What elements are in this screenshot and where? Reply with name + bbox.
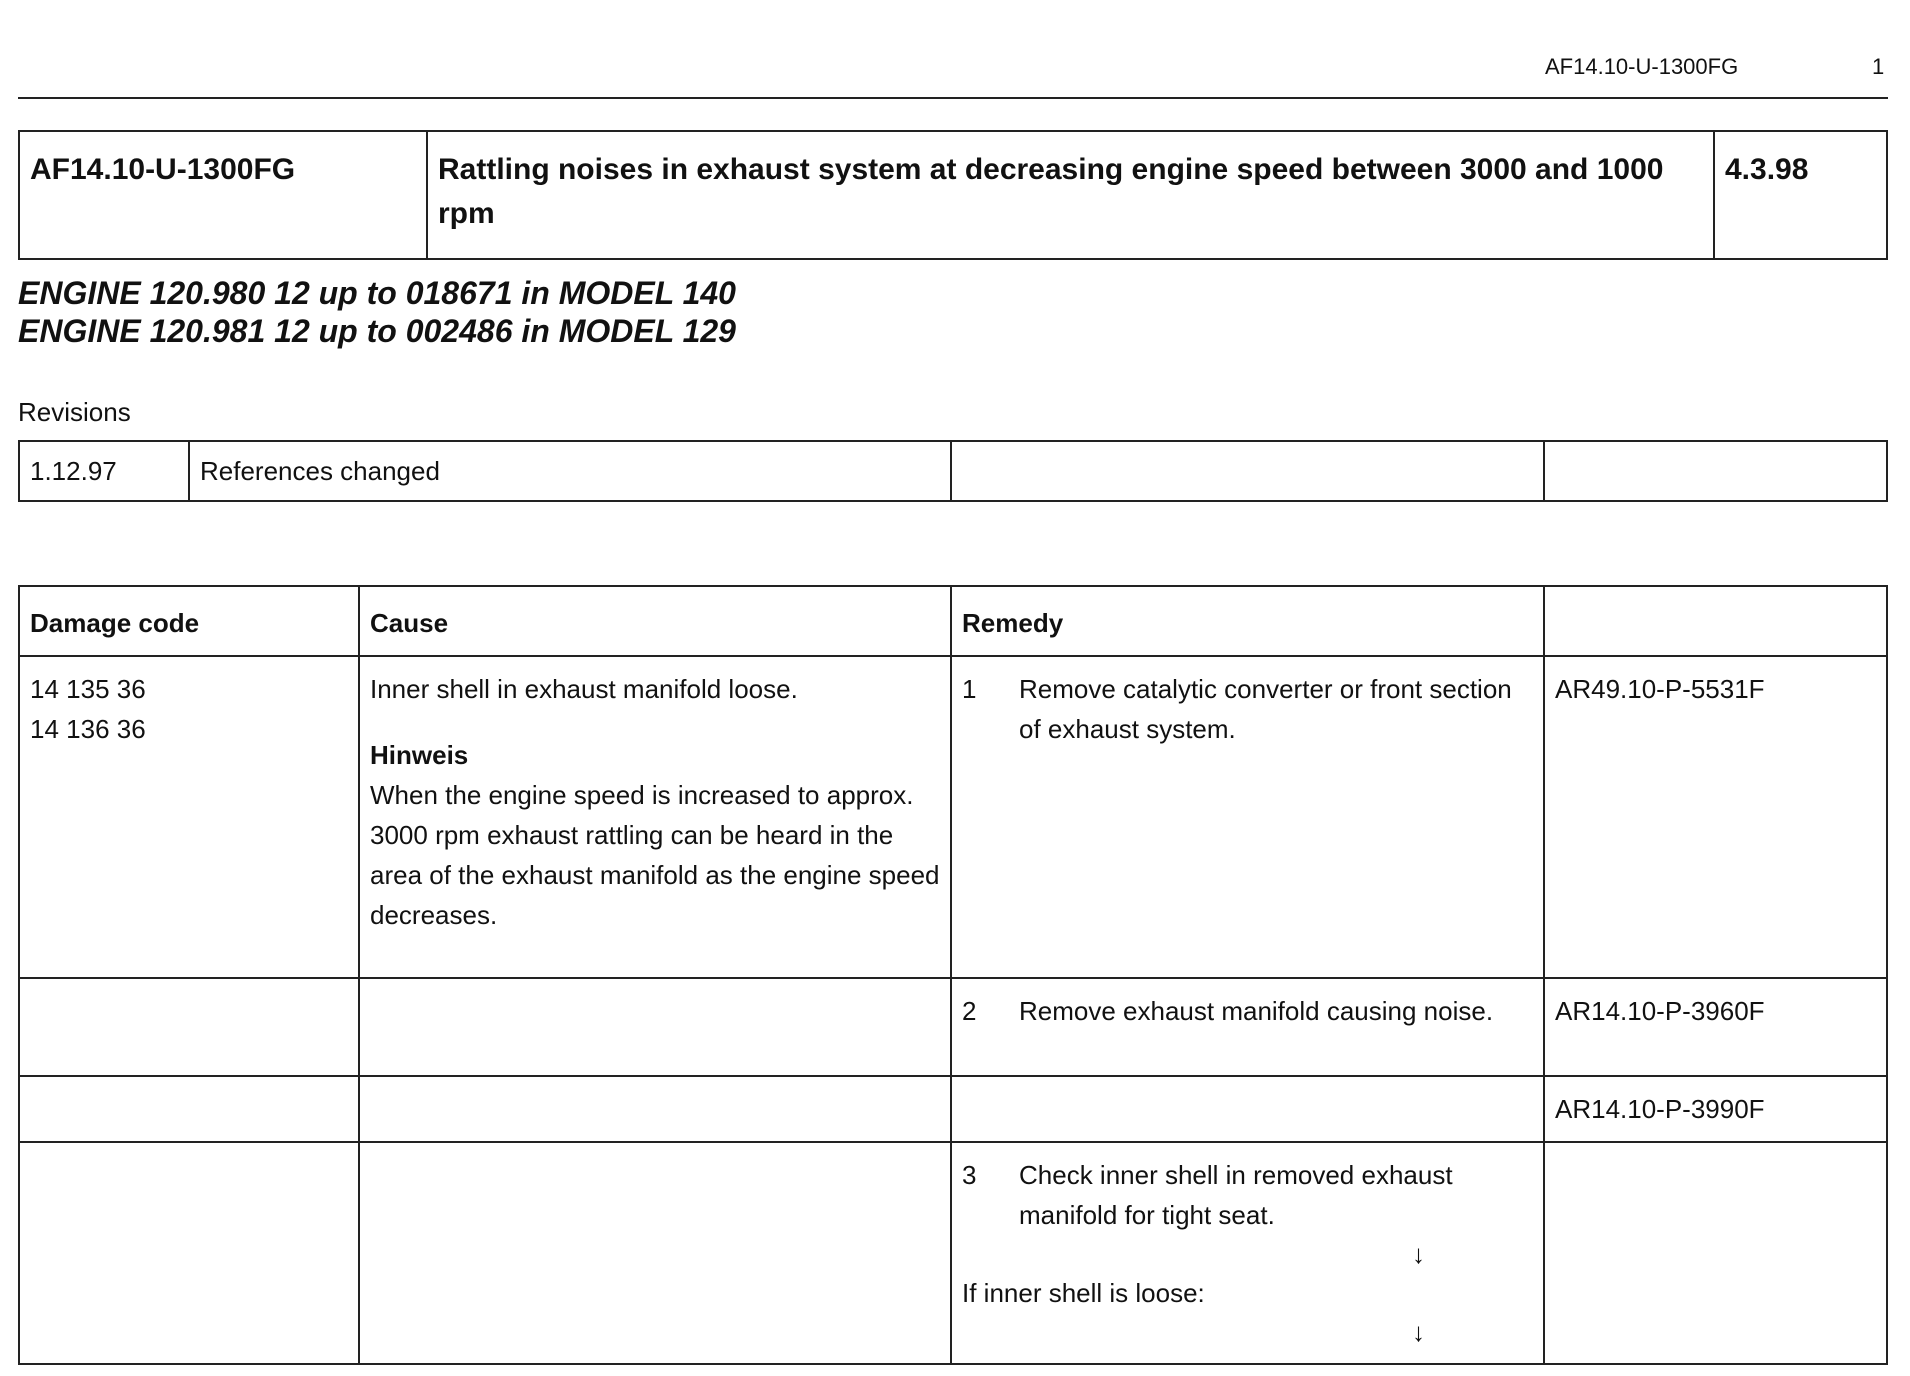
empty-cell (359, 978, 951, 1076)
table-header-row (19, 586, 1887, 656)
remedy-step (962, 669, 1533, 749)
step-text: Remove catalytic converter or front section of exhaust system. (1019, 674, 1512, 744)
damage-code: 14 136 36 (30, 714, 146, 744)
down-arrow-icon: ↓ (1412, 1239, 1425, 1269)
reference-cell (1544, 1142, 1887, 1364)
remedy-cell (951, 1076, 1544, 1142)
empty-cell (19, 978, 359, 1076)
step-text: Check inner shell in removed exhaust manifold for tight seat. (1019, 1160, 1453, 1230)
step-text: Remove exhaust manifold causing noise. (1019, 996, 1494, 1026)
page-number: 1 (1872, 54, 1885, 79)
note-text: When the engine speed is increased to approx. 3000 rpm exhaust rattling can be heard in the area of the exhaust manifold as the engine speed decreases. (370, 780, 940, 930)
table-row (19, 1142, 1887, 1364)
damage-codes (19, 656, 359, 978)
remedy-cell (951, 656, 1544, 978)
title-block (18, 130, 1888, 260)
document-code: AF14.10-U-1300FG (19, 131, 427, 259)
revisions-table (18, 440, 1888, 502)
condition-text: If inner shell is loose: (962, 1278, 1205, 1308)
engine-line: ENGINE 120.981 12 up to 002486 in MODEL 129 (18, 313, 736, 349)
step-number: 2 (962, 996, 977, 1026)
table-row (19, 1076, 1887, 1142)
cause-text: Inner shell in exhaust manifold loose. (370, 674, 798, 704)
empty-cell (359, 1142, 951, 1364)
table-row (19, 656, 1887, 978)
engine-applicability (18, 274, 736, 350)
engine-line: ENGINE 120.980 12 up to 018671 in MODEL 140 (18, 275, 736, 311)
reference-cell: AR14.10-P-3960F (1544, 978, 1887, 1076)
empty-cell (359, 1076, 951, 1142)
remedy-step (962, 1155, 1533, 1235)
revision-date: 1.12.97 (19, 441, 189, 501)
remedy-cell (951, 1142, 1544, 1364)
document-title: Rattling noises in exhaust system at decreasing engine speed between 3000 and 1000 rpm (427, 131, 1714, 259)
header-remedy: Remedy (951, 586, 1544, 656)
damage-code: 14 135 36 (30, 674, 146, 704)
header-rule (18, 97, 1888, 99)
revision-empty-cell (951, 441, 1544, 501)
cause-cell (359, 656, 951, 978)
revisions-label: Revisions (18, 397, 131, 427)
table-row (19, 441, 1887, 501)
remedy-cell (951, 978, 1544, 1076)
header-damage-code: Damage code (19, 586, 359, 656)
revision-text: References changed (189, 441, 951, 501)
header-reference (1544, 586, 1887, 656)
empty-cell (19, 1076, 359, 1142)
header-cause: Cause (359, 586, 951, 656)
step-number: 3 (962, 1160, 977, 1190)
reference-cell: AR49.10-P-5531F (1544, 656, 1887, 978)
note-title: Hinweis (370, 740, 469, 770)
revision-empty-cell (1544, 441, 1887, 501)
running-header-code: AF14.10-U-1300FG (1545, 54, 1739, 79)
remedy-step (962, 991, 1533, 1031)
table-row (19, 978, 1887, 1076)
reference-cell: AR14.10-P-3990F (1544, 1076, 1887, 1142)
step-number: 1 (962, 674, 977, 704)
down-arrow-icon: ↓ (1412, 1317, 1425, 1347)
document-date: 4.3.98 (1714, 131, 1887, 259)
empty-cell (19, 1142, 359, 1364)
damage-table (18, 585, 1888, 1365)
